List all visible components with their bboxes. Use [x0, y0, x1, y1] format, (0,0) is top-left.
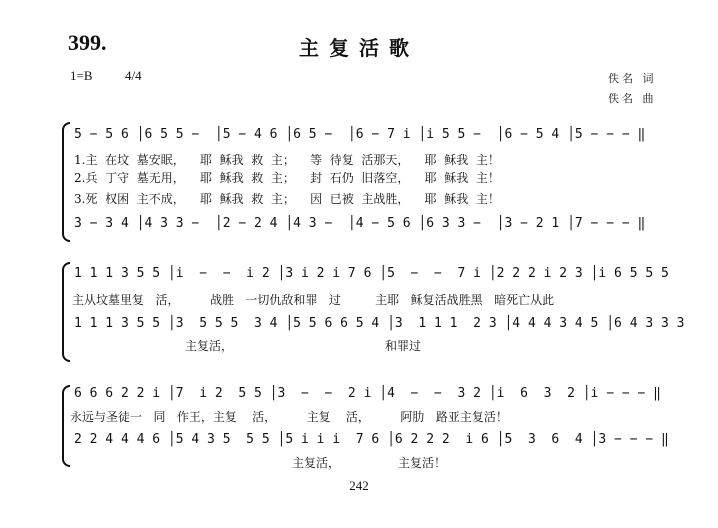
system-1-verse-1: 1.主 在坟 墓安眠， 耶 稣我 救 主； 等 待复 活那天， 耶 稣我 主！	[74, 153, 500, 167]
system-2-lyric-upper: 主从坟墓里复 活， 战胜 一切仇敌和罪 过 主耶 稣复活战胜黑 暗死亡从此	[72, 293, 555, 307]
system-1-verse-2: 2.兵 丁守 墓无用， 耶 稣我 救 主； 封 石仍 旧落空， 耶 稣我 主！	[74, 171, 500, 185]
system-2-bracket	[62, 262, 70, 362]
system-2-lyric-lower-2: 和罪过	[385, 339, 422, 353]
system-1-verse-3: 3.死 权困 主不成， 耶 稣我 救 主； 因 已被 主战胜， 耶 稣我 主！	[74, 192, 500, 206]
system-3-lyric-lower-1: 主复活，	[292, 456, 341, 470]
system-1-melody: 5 − 5 6 │6 5 5 − │5 − 4 6 │6 5 − │6 − 7 i │i 5 5 − │6 − 5 4 │5 − − − ‖	[74, 127, 646, 142]
system-3-lyric-lower-2: 主复活！	[398, 456, 447, 470]
composer-credit: 佚名 曲	[608, 92, 657, 105]
system-3-melody: 6 6 6 2 2 i │7 i 2 5 5 │3 − − 2 i │4 − − 3 2 │i 6 3 2 │i − − − ‖	[74, 386, 661, 401]
system-2-bass: 1 1 1 3 5 5 │3 5 5 5 3 4 │5 5 6 6 5 4 │3 1 1 1 2 3 │4 4 4 3 4 5 │6 4 3 3 3	[74, 316, 685, 331]
system-1-bracket	[62, 122, 70, 242]
system-3-bracket	[62, 385, 70, 467]
system-2-lyric-lower-1: 主复活，	[185, 339, 234, 353]
page-number: 242	[349, 478, 369, 493]
key-signature: 1=B	[70, 68, 93, 83]
time-signature: 4/4	[125, 68, 142, 83]
system-2-melody: 1 1 1 3 5 5 │i − − i 2 │3 i 2 i 7 6 │5 − − 7 i │2 2 2 i 2 3 │i 6 5 5 5	[74, 266, 669, 281]
hymn-number: 399.	[68, 30, 107, 55]
system-3-bass: 2 2 4 4 4 6 │5 4 3 5 5 5 │5 i i i 7 6 │6 2 2 2 i 6 │5 3 6 4 │3 − − − ‖	[74, 432, 669, 447]
system-3-lyric-upper: 永远与圣徒一 同 作王，主复 活， 主复 活， 阿肋 路亚主复活！	[70, 410, 508, 424]
hymn-title: 主复活歌	[299, 36, 419, 60]
system-1-bass: 3 − 3 4 │4 3 3 − │2 − 2 4 │4 3 − │4 − 5 6 │6 3 3 − │3 − 2 1 │7 − − − ‖	[74, 216, 646, 231]
lyricist-credit: 佚名 词	[608, 72, 657, 85]
